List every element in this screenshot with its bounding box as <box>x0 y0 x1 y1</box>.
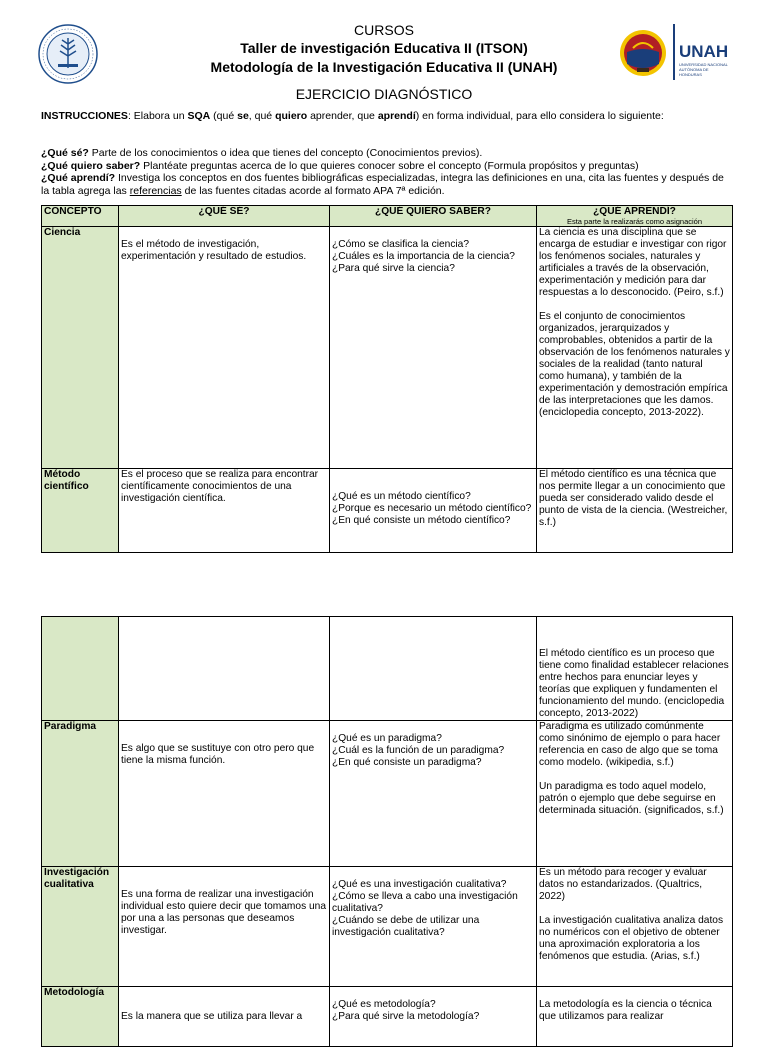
question-line: ¿En qué consiste un paradigma? <box>332 757 482 768</box>
table-row <box>42 617 733 721</box>
unah-logo-subtext: UNIVERSIDAD NACIONAL AUTÓNOMA DE HONDURAS <box>679 62 728 77</box>
header-course-itson: Taller de investigación Educativa II (ITSON) <box>240 40 528 56</box>
q2-label: ¿Qué quiero saber? <box>41 159 141 172</box>
table-row <box>42 721 733 867</box>
que-quiero-cell <box>330 469 537 553</box>
unah-logo-text: UNAH <box>679 42 729 61</box>
que-se-cell <box>119 227 330 469</box>
instructions-text: aprender, que <box>307 110 378 122</box>
question-line: ¿Qué es un método científico? <box>332 491 471 502</box>
instructions-label: INSTRUCCIONES <box>41 110 128 122</box>
header-exercise-title: EJERCICIO DIAGNÓSTICO <box>295 86 473 102</box>
question-line: ¿Porque es necesario un método científico? <box>332 503 532 514</box>
que-quiero-cell <box>330 227 537 469</box>
instructions-se: se <box>237 110 249 122</box>
question-line: ¿Qué es metodología? <box>332 999 436 1010</box>
que-se-cell <box>119 469 330 553</box>
que-se-text: Es la manera que se utiliza para llevar a <box>121 1011 303 1022</box>
q3-text-end: de las fuentes citadas acorde al formato APA 7ª edición. <box>181 184 445 197</box>
q1-text: Parte de los conocimientos o idea que tienes del concepto (Conocimientos previos). <box>88 147 483 159</box>
table-header-row <box>42 206 733 227</box>
que-se-cell <box>119 721 330 867</box>
que-se-cell <box>119 987 330 1047</box>
q1-label: ¿Qué sé? <box>41 147 89 159</box>
concept-cell: Paradigma <box>42 721 119 867</box>
question-line: ¿Cuándo se debe de utilizar una investigación cualitativa? <box>332 915 480 938</box>
sqa-table-page-2 <box>41 616 733 1047</box>
header-que-aprendi-note: Esta parte la realizarás como asignación <box>566 217 703 226</box>
question-line: ¿En qué consiste un método científico? <box>332 515 511 526</box>
que-se-text: Es algo que se sustituye con otro pero que tiene la misma función. <box>121 743 315 766</box>
que-aprendi-cell <box>537 721 733 867</box>
instructions-text: : Elabora un <box>127 110 188 122</box>
que-se-text: Es una forma de realizar una investigación individual esto quiere decir que tomamos una por una a las personas que deseamos investigar. <box>121 889 327 936</box>
concept-cell: Metodología <box>42 987 119 1047</box>
que-aprendi-cell <box>537 227 733 469</box>
question-line: ¿Cuáles es la importancia de la ciencia? <box>332 251 515 262</box>
q3-label: ¿Qué aprendí? <box>41 172 116 185</box>
answer-paragraph: La metodología es la ciencia o técnica que utilizamos para realizar <box>539 999 712 1022</box>
que-aprendi-cell <box>537 987 733 1047</box>
answer-paragraph: La ciencia es una disciplina que se encarga de estudiar e investigar con rigor los fenómenos sociales, naturales y artificiales a través de la observación, experimentación y medición para dar respuestas a lo desconocido. (Peiro, s.f.) <box>539 227 727 298</box>
que-se-cell <box>119 617 330 721</box>
question-line: ¿Cómo se clasifica la ciencia? <box>332 239 470 250</box>
question-line: ¿Para qué sirve la ciencia? <box>332 263 455 274</box>
answer-paragraph: Es un método para recoger y evaluar datos no estandarizados. (Qualtrics, 2022) <box>539 867 707 902</box>
questions-paragraph <box>41 147 731 197</box>
question-line: ¿Cuál es la función de un paradigma? <box>332 745 505 756</box>
header-course-unah: Metodología de la Investigación Educativa II (UNAH) <box>210 59 558 75</box>
question-line: ¿Cómo se lleva a cabo una investigación cualitativa? <box>332 891 518 914</box>
q2-text: Plantéate preguntas acerca de lo que quieres conocer sobre el concepto (Formula propósitos y preguntas) <box>140 159 639 172</box>
question-line: ¿Qué es un paradigma? <box>332 733 442 744</box>
header-concepto: CONCEPTO <box>42 206 119 227</box>
concept-cell: Ciencia <box>42 227 119 469</box>
answer-paragraph: Paradigma es utilizado comúnmente como sinónimo de ejemplo o para hacer referencia en caso de algo que se toma como modelo. (wikipedia, s.f.) <box>539 721 721 768</box>
table-row <box>42 987 733 1047</box>
que-quiero-cell <box>330 617 537 721</box>
que-se-text: Es el proceso que se realiza para encontrar científicamente conocimientos de una investigación científica. <box>121 469 319 504</box>
concept-cell <box>42 617 119 721</box>
instructions-sqa: SQA <box>187 110 211 122</box>
instructions-text: ) en forma individual, para ello considera lo siguiente: <box>415 110 664 122</box>
instructions-text: (qué <box>210 110 238 122</box>
header-que-quiero-saber: ¿QUÉ QUIERO SABER? <box>330 206 537 227</box>
instructions-paragraph <box>41 110 731 123</box>
table-row <box>42 867 733 987</box>
answer-paragraph: Es el conjunto de conocimientos organizados, jerarquizados y comprobables, obtenidos a partir de la observación de los fenómenos naturales y sociales de la realidad (tanto natural como humana), y también de la experimentación y demostración empírica de las interpretaciones que les damos. (enciclopedia concepto, 2013-2022). <box>539 311 730 418</box>
que-quiero-cell <box>330 867 537 987</box>
que-aprendi-cell <box>537 617 733 721</box>
sqa-table-page-1 <box>41 205 733 553</box>
que-aprendi-cell <box>537 469 733 553</box>
que-aprendi-cell <box>537 867 733 987</box>
q3-text: Investiga los conceptos en dos fuentes bibliográficas especializadas, integra las definiciones en una, cita las fuentes y después de la tabla agrega las <box>41 172 724 197</box>
que-se-text: Es el método de investigación, experimentación y resultado de estudios. <box>121 239 307 262</box>
que-se-cell <box>119 867 330 987</box>
header-que-se: ¿QUÉ SÉ? <box>119 206 330 227</box>
concept-cell: Método científico <box>42 469 119 553</box>
answer-paragraph: La investigación cualitativa analiza datos no numéricos con el objetivo de obtener una aproximación exploratoria a los fenómenos que estudia. (Arias, s.f.) <box>539 915 724 962</box>
question-line: ¿Para qué sirve la metodología? <box>332 1011 480 1022</box>
concept-cell: Investigación cualitativa <box>42 867 119 987</box>
table-row <box>42 469 733 553</box>
que-quiero-cell <box>330 987 537 1047</box>
table-row <box>42 227 733 469</box>
instructions-quiero: quiero <box>275 110 308 122</box>
answer-paragraph: Un paradigma es todo aquel modelo, patrón o ejemplo que debe seguirse en determinada situación. (significados, s.f.) <box>539 781 724 816</box>
q3-references-link: referencias <box>129 184 182 197</box>
question-line: ¿Qué es una investigación cualitativa? <box>332 879 507 890</box>
instructions-text: , qué <box>248 110 276 122</box>
header-cursos: CURSOS <box>354 22 414 38</box>
que-quiero-cell <box>330 721 537 867</box>
header-que-aprendi-label: ¿QUÉ APRENDÍ? <box>593 206 676 217</box>
answer-paragraph: El método científico es un proceso que tiene como finalidad establecer relaciones entre hechos para enunciar leyes y teorías que expliquen y fundamenten el funcionamiento del mundo. (enciclopedia concepto, 2013-2022) <box>539 648 729 719</box>
answer-paragraph: El método científico es una técnica que nos permite llegar a un conocimiento que pueda ser considerado valido desde el punto de vista de la ciencia. (Westreicher, s.f.) <box>539 469 728 528</box>
instructions-aprendi: aprendí <box>377 110 416 122</box>
header-que-aprendi <box>537 206 733 227</box>
